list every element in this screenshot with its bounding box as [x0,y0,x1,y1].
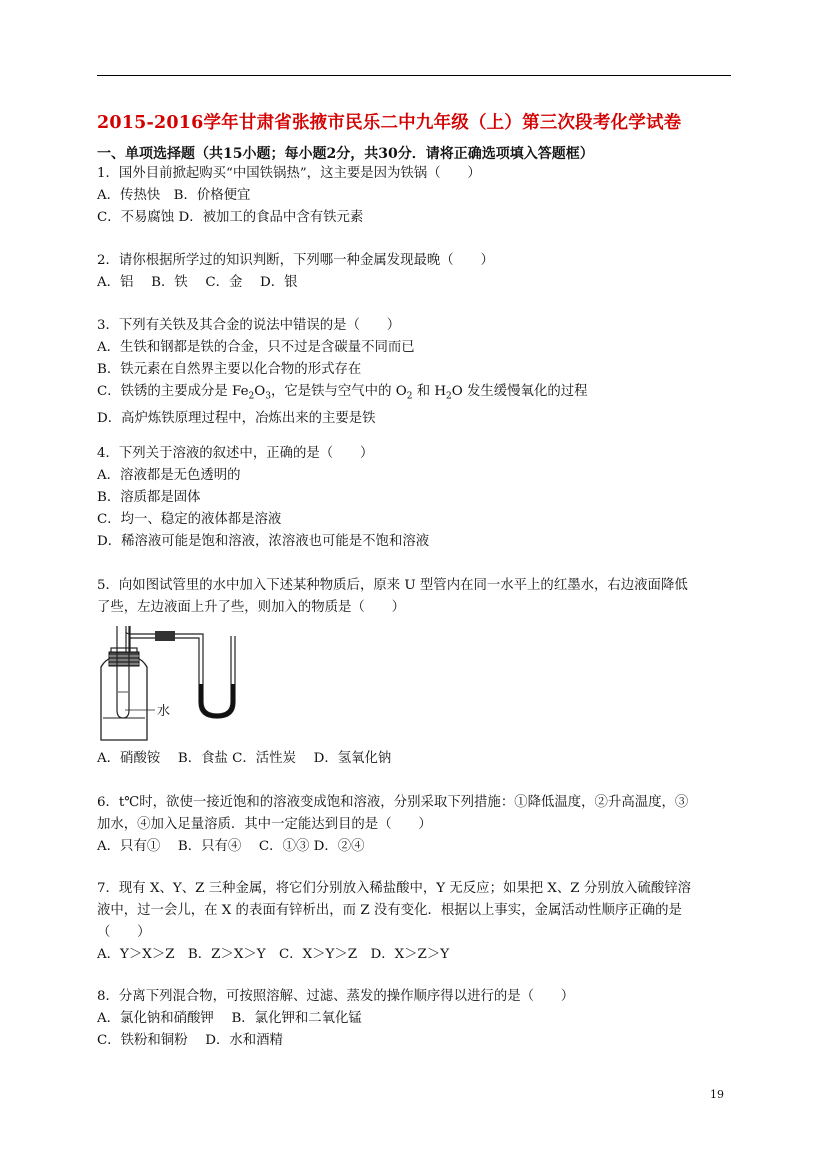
option-c: C．均一、稳定的液体都是溶液 [97,512,282,527]
question-7 [97,878,737,966]
question-5 [97,575,737,619]
subscript: 2 [406,391,413,402]
question-6 [97,792,737,858]
option-c-text: ，它是铁与空气中的 O [270,384,407,399]
exam-title: 2015-2016学年甘肃省张掖市民乐二中九年级（上）第三次段考化学试卷 [97,113,682,133]
option-d: D．高炉炼铁原理过程中，冶炼出来的主要是铁 [97,410,376,426]
question-1 [97,163,737,229]
question-8 [97,986,737,1052]
options-line: A．氯化钠和硝酸钾 B．氯化钾和二氧化锰 [97,1011,362,1026]
options-line: C．铁粉和铜粉 D．水和酒精 [97,1033,283,1048]
options-line: A．传热快 B．价格便宜 [97,188,251,203]
option-b: B．铁元素在自然界主要以化合物的形式存在 [97,362,362,377]
u-tube-apparatus-figure [97,622,247,752]
figure-label-water: 水 [157,704,171,719]
options-line: A．Y＞X＞Z B．Z＞X＞Y C．X＞Y＞Z D．X＞Z＞Y [97,947,450,962]
question-stem: 了些，左边液面上升了些，则加入的物质是（ ） [97,600,405,615]
option-c-text: 和 H [412,384,447,399]
question-stem: 2．请你根据所学过的知识判断，下列哪一种金属发现最晚（ ） [97,253,494,268]
question-stem: （ ） [97,925,151,940]
options-line: C．不易腐蚀 D．被加工的食品中含有铁元素 [97,210,364,225]
question-3 [97,315,737,430]
question-stem: 6．t℃时，欲使一接近饱和的溶液变成饱和溶液，分别采取下列措施：①降低温度，②升高温度，③ [97,795,689,810]
page-number: 19 [710,1088,724,1101]
subscript: 2 [446,391,452,402]
options-line: A．铝 B．铁 C．金 D．银 [97,275,298,290]
question-stem: 5．向如图试管里的水中加入下述某种物质后，原来 U 型管内在同一水平上的红墨水，右边液面降低 [97,578,688,593]
option-a: A．生铁和钢都是铁的合金，只不过是含碳量不同而已 [97,340,415,355]
subscript: 2 [248,391,255,402]
question-5-options [97,748,737,770]
option-c-text: C．铁锈的主要成分是 Fe [97,384,249,399]
question-4 [97,443,737,553]
question-stem: 8．分离下列混合物，可按照溶解、过滤、蒸发的操作顺序得以进行的是（ ） [97,989,575,1004]
question-stem: 7．现有 X、Y、Z 三种金属，将它们分别放入稀盐酸中，Y 无反应；如果把 X、Z 分别放入硫酸锌溶 [97,881,691,896]
option-d: D．稀溶液可能是饱和溶液，浓溶液也可能是不饱和溶液 [97,534,430,549]
header-rule [97,75,731,76]
question-stem: 3．下列有关铁及其合金的说法中错误的是（ ） [97,318,401,333]
question-2 [97,250,737,294]
option-b: B．溶质都是固体 [97,490,201,505]
subscript: 3 [265,391,271,402]
question-stem: 液中，过一会儿，在 X 的表面有锌析出，而 Z 没有变化．根据以上事实，金属活动性顺序正确的是 [97,903,682,918]
option-a: A．溶液都是无色透明的 [97,468,241,483]
options-line: A．只有① B．只有④ C．①③ D．②④ [97,839,365,854]
options-line: A．硝酸铵 B．食盐 C．活性炭 D．氢氧化钠 [97,751,392,766]
section-heading: 一、单项选择题（共15小题；每小题2分，共30分．请将正确选项填入答题框） [97,146,594,162]
question-stem: 加水，④加入足量溶质．其中一定能达到目的是（ ） [97,817,432,832]
question-stem: 4．下列关于溶液的叙述中，正确的是（ ） [97,446,374,461]
option-c [97,381,737,408]
option-c-text: O 发生缓慢氧化的过程 [451,384,588,399]
question-stem: 1．国外目前掀起购买“中国铁锅热”，这主要是因为铁锅（ ） [97,166,481,181]
option-c-text: O [254,384,266,399]
